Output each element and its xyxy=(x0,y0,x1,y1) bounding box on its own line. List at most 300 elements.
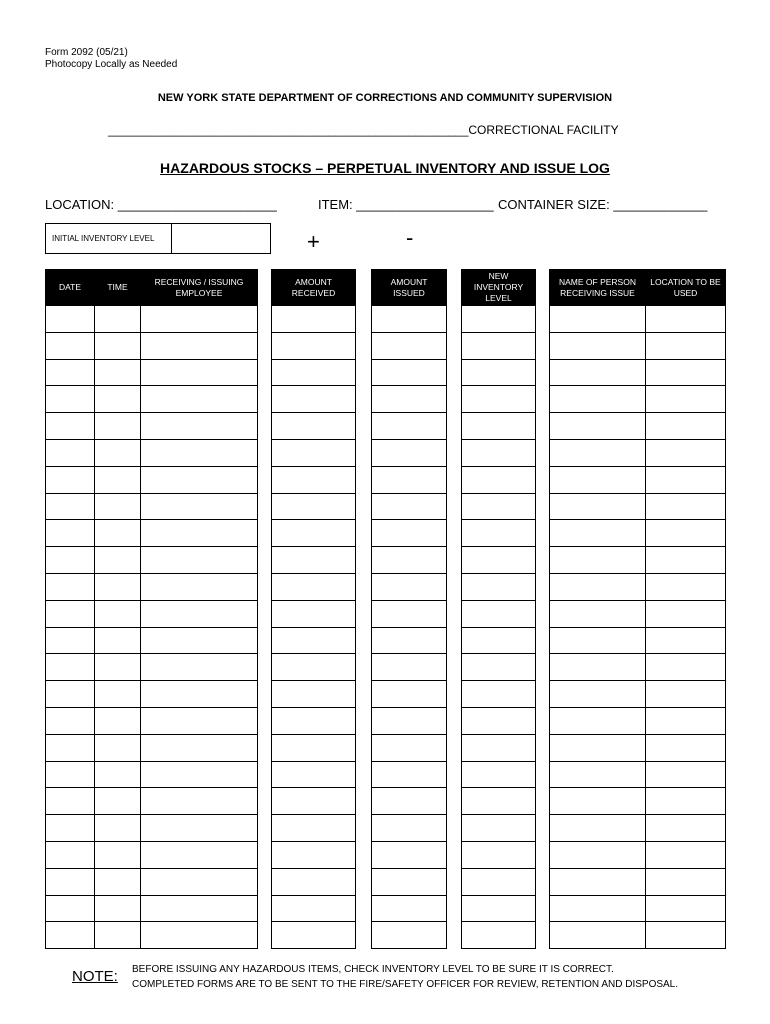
table-cell[interactable] xyxy=(550,654,646,681)
table-row xyxy=(372,734,447,761)
table-cell[interactable] xyxy=(372,413,447,440)
table-cell[interactable] xyxy=(95,386,141,413)
facility-blank[interactable]: ______________________________________________________ xyxy=(108,123,469,137)
table-row xyxy=(272,547,356,574)
table-cell[interactable] xyxy=(95,493,141,520)
photocopy-note: Photocopy Locally as Needed xyxy=(45,59,178,70)
table-cell[interactable] xyxy=(646,493,726,520)
table-cell[interactable] xyxy=(46,734,95,761)
table-cell[interactable] xyxy=(550,681,646,708)
table-cell[interactable] xyxy=(272,868,356,895)
table-row xyxy=(272,761,356,788)
table-cell[interactable] xyxy=(46,788,95,815)
table-cell[interactable] xyxy=(95,359,141,386)
log-table-new-level xyxy=(461,269,536,949)
table-cell[interactable] xyxy=(272,306,356,333)
table-cell[interactable] xyxy=(462,386,536,413)
table-row xyxy=(46,761,258,788)
table-cell[interactable] xyxy=(550,306,646,333)
table-cell[interactable] xyxy=(462,359,536,386)
table-row xyxy=(272,493,356,520)
table-cell[interactable] xyxy=(272,627,356,654)
table-cell[interactable] xyxy=(372,788,447,815)
table-cell[interactable] xyxy=(272,922,356,949)
table-row xyxy=(462,493,536,520)
table-row xyxy=(272,466,356,493)
table-cell[interactable] xyxy=(141,466,258,493)
table-row xyxy=(46,439,258,466)
table-row xyxy=(272,306,356,333)
log-table-right xyxy=(549,269,726,949)
table-cell[interactable] xyxy=(46,600,95,627)
table-cell[interactable] xyxy=(550,332,646,359)
table-cell[interactable] xyxy=(646,520,726,547)
table-row xyxy=(46,600,258,627)
col-header-employee: RECEIVING / ISSUING EMPLOYEE xyxy=(141,270,258,306)
table-row xyxy=(272,386,356,413)
table-cell[interactable] xyxy=(95,815,141,842)
table-cell[interactable] xyxy=(646,466,726,493)
table-row xyxy=(372,306,447,333)
table-cell[interactable] xyxy=(550,815,646,842)
table-cell[interactable] xyxy=(272,761,356,788)
table-cell[interactable] xyxy=(550,841,646,868)
table-cell[interactable] xyxy=(46,868,95,895)
table-row xyxy=(372,841,447,868)
table-row xyxy=(462,359,536,386)
table-cell[interactable] xyxy=(141,761,258,788)
note-label: NOTE: xyxy=(72,968,118,985)
table-row xyxy=(46,868,258,895)
table-cell[interactable] xyxy=(141,868,258,895)
table-cell[interactable] xyxy=(372,868,447,895)
table-cell[interactable] xyxy=(372,332,447,359)
table-cell[interactable] xyxy=(646,681,726,708)
table-cell[interactable] xyxy=(141,707,258,734)
table-cell[interactable] xyxy=(46,386,95,413)
table-cell[interactable] xyxy=(646,868,726,895)
table-cell[interactable] xyxy=(646,627,726,654)
table-cell[interactable] xyxy=(95,788,141,815)
table-cell[interactable] xyxy=(95,654,141,681)
note-line-1: BEFORE ISSUING ANY HAZARDOUS ITEMS, CHECK INVENTORY LEVEL TO BE SURE IT IS CORRECT. xyxy=(132,964,614,975)
table-row xyxy=(462,627,536,654)
table-cell[interactable] xyxy=(141,520,258,547)
table-cell[interactable] xyxy=(95,841,141,868)
table-row xyxy=(462,386,536,413)
table-cell[interactable] xyxy=(646,359,726,386)
location-label: LOCATION: xyxy=(45,197,115,212)
log-rows-received xyxy=(272,306,356,949)
table-cell[interactable] xyxy=(141,573,258,600)
table-row xyxy=(46,493,258,520)
table-cell[interactable] xyxy=(95,868,141,895)
table-cell[interactable] xyxy=(646,841,726,868)
table-cell[interactable] xyxy=(372,654,447,681)
table-cell[interactable] xyxy=(95,734,141,761)
table-cell[interactable] xyxy=(272,788,356,815)
table-cell[interactable] xyxy=(46,547,95,574)
table-row xyxy=(462,815,536,842)
table-row xyxy=(46,547,258,574)
table-cell[interactable] xyxy=(372,573,447,600)
table-cell[interactable] xyxy=(141,547,258,574)
table-cell[interactable] xyxy=(372,841,447,868)
table-cell[interactable] xyxy=(141,922,258,949)
table-cell[interactable] xyxy=(46,654,95,681)
table-row xyxy=(46,386,258,413)
table-cell[interactable] xyxy=(646,332,726,359)
table-row xyxy=(550,332,726,359)
table-cell[interactable] xyxy=(462,841,536,868)
table-cell[interactable] xyxy=(550,761,646,788)
table-cell[interactable] xyxy=(272,895,356,922)
table-cell[interactable] xyxy=(46,466,95,493)
table-row xyxy=(46,681,258,708)
table-cell[interactable] xyxy=(272,681,356,708)
table-cell[interactable] xyxy=(141,734,258,761)
table-cell[interactable] xyxy=(46,359,95,386)
table-cell[interactable] xyxy=(95,439,141,466)
table-cell[interactable] xyxy=(462,815,536,842)
log-table-issued xyxy=(371,269,447,949)
table-row xyxy=(550,413,726,440)
table-cell[interactable] xyxy=(272,466,356,493)
table-cell[interactable] xyxy=(462,761,536,788)
table-row xyxy=(550,573,726,600)
item-blank[interactable]: ___________________ xyxy=(356,197,494,212)
table-cell[interactable] xyxy=(372,359,447,386)
table-row xyxy=(372,439,447,466)
table-cell[interactable] xyxy=(372,547,447,574)
table-cell[interactable] xyxy=(550,573,646,600)
col-header-date: DATE xyxy=(46,270,95,306)
table-cell[interactable] xyxy=(550,466,646,493)
table-cell[interactable] xyxy=(550,922,646,949)
table-row xyxy=(372,493,447,520)
department-name: NEW YORK STATE DEPARTMENT OF CORRECTIONS AND COMMUNITY SUPERVISION xyxy=(157,92,613,104)
item-label: ITEM: xyxy=(318,197,353,212)
table-cell[interactable] xyxy=(646,895,726,922)
table-cell[interactable] xyxy=(462,922,536,949)
table-cell[interactable] xyxy=(141,600,258,627)
table-cell[interactable] xyxy=(141,895,258,922)
table-cell[interactable] xyxy=(95,332,141,359)
table-row xyxy=(462,841,536,868)
table-cell[interactable] xyxy=(462,332,536,359)
table-cell[interactable] xyxy=(141,788,258,815)
facility-line xyxy=(108,123,619,137)
table-cell[interactable] xyxy=(372,681,447,708)
facility-label: CORRECTIONAL FACILITY xyxy=(468,123,619,137)
table-cell[interactable] xyxy=(462,627,536,654)
table-cell[interactable] xyxy=(95,681,141,708)
table-cell[interactable] xyxy=(372,627,447,654)
table-row xyxy=(462,734,536,761)
table-cell[interactable] xyxy=(372,600,447,627)
table-cell[interactable] xyxy=(372,895,447,922)
table-row xyxy=(372,386,447,413)
table-cell[interactable] xyxy=(141,815,258,842)
table-cell[interactable] xyxy=(372,386,447,413)
table-cell[interactable] xyxy=(95,547,141,574)
table-cell[interactable] xyxy=(95,895,141,922)
table-cell[interactable] xyxy=(272,841,356,868)
table-cell[interactable] xyxy=(646,761,726,788)
table-cell[interactable] xyxy=(462,895,536,922)
table-cell[interactable] xyxy=(646,386,726,413)
table-cell[interactable] xyxy=(141,332,258,359)
table-cell[interactable] xyxy=(46,707,95,734)
table-cell[interactable] xyxy=(272,654,356,681)
table-cell[interactable] xyxy=(462,439,536,466)
table-cell[interactable] xyxy=(372,466,447,493)
table-cell[interactable] xyxy=(372,493,447,520)
table-cell[interactable] xyxy=(46,627,95,654)
table-cell[interactable] xyxy=(646,573,726,600)
table-row xyxy=(550,493,726,520)
table-cell[interactable] xyxy=(372,707,447,734)
table-cell[interactable] xyxy=(646,654,726,681)
table-cell[interactable] xyxy=(462,788,536,815)
table-cell[interactable] xyxy=(141,386,258,413)
table-cell[interactable] xyxy=(272,413,356,440)
table-row xyxy=(462,681,536,708)
table-row xyxy=(272,359,356,386)
table-row xyxy=(372,654,447,681)
table-row xyxy=(462,654,536,681)
table-cell[interactable] xyxy=(46,439,95,466)
table-row xyxy=(272,841,356,868)
table-row xyxy=(372,466,447,493)
table-cell[interactable] xyxy=(462,868,536,895)
table-cell[interactable] xyxy=(141,654,258,681)
table-cell[interactable] xyxy=(646,413,726,440)
table-cell[interactable] xyxy=(462,600,536,627)
table-row xyxy=(550,306,726,333)
table-cell[interactable] xyxy=(372,520,447,547)
table-row xyxy=(372,600,447,627)
table-cell[interactable] xyxy=(462,681,536,708)
table-cell[interactable] xyxy=(46,520,95,547)
table-cell[interactable] xyxy=(462,573,536,600)
table-cell[interactable] xyxy=(272,734,356,761)
table-cell[interactable] xyxy=(372,815,447,842)
table-row xyxy=(46,573,258,600)
table-cell[interactable] xyxy=(462,306,536,333)
table-cell[interactable] xyxy=(272,547,356,574)
table-cell[interactable] xyxy=(372,734,447,761)
table-cell[interactable] xyxy=(95,761,141,788)
table-row xyxy=(372,815,447,842)
table-cell[interactable] xyxy=(462,413,536,440)
table-cell[interactable] xyxy=(550,627,646,654)
table-cell[interactable] xyxy=(141,681,258,708)
table-cell[interactable] xyxy=(550,734,646,761)
table-cell[interactable] xyxy=(46,922,95,949)
table-cell[interactable] xyxy=(272,815,356,842)
log-rows-left xyxy=(46,306,258,949)
initial-inventory-input[interactable] xyxy=(171,223,271,254)
table-cell[interactable] xyxy=(646,922,726,949)
table-cell[interactable] xyxy=(462,654,536,681)
table-row xyxy=(462,895,536,922)
table-row xyxy=(272,573,356,600)
table-cell[interactable] xyxy=(46,493,95,520)
table-row xyxy=(272,815,356,842)
table-cell[interactable] xyxy=(646,600,726,627)
table-cell[interactable] xyxy=(141,439,258,466)
col-header-amount-issued: AMOUNT ISSUED xyxy=(372,270,447,306)
table-cell[interactable] xyxy=(141,359,258,386)
table-cell[interactable] xyxy=(646,788,726,815)
table-cell[interactable] xyxy=(550,788,646,815)
table-cell[interactable] xyxy=(646,707,726,734)
table-cell[interactable] xyxy=(46,681,95,708)
table-cell[interactable] xyxy=(141,841,258,868)
table-cell[interactable] xyxy=(46,413,95,440)
col-header-name-of-person: NAME OF PERSON RECEIVING ISSUE xyxy=(550,270,646,306)
page-title: HAZARDOUS STOCKS – PERPETUAL INVENTORY AND ISSUE LOG xyxy=(160,160,610,176)
table-row xyxy=(272,520,356,547)
col-header-time: TIME xyxy=(95,270,141,306)
table-cell[interactable] xyxy=(46,306,95,333)
table-row xyxy=(372,520,447,547)
col-header-location-to-be-used: LOCATION TO BE USED xyxy=(646,270,726,306)
table-row xyxy=(372,627,447,654)
table-cell[interactable] xyxy=(462,493,536,520)
table-cell[interactable] xyxy=(550,520,646,547)
table-row xyxy=(550,788,726,815)
table-row xyxy=(46,520,258,547)
location-blank[interactable]: ______________________ xyxy=(117,197,277,212)
table-row xyxy=(272,681,356,708)
table-row xyxy=(550,627,726,654)
table-row xyxy=(372,547,447,574)
table-cell[interactable] xyxy=(95,306,141,333)
table-row xyxy=(272,707,356,734)
table-row xyxy=(272,413,356,440)
table-cell[interactable] xyxy=(272,520,356,547)
table-cell[interactable] xyxy=(550,386,646,413)
table-cell[interactable] xyxy=(272,359,356,386)
table-row xyxy=(462,868,536,895)
item-field xyxy=(318,197,494,212)
log-rows-issued xyxy=(372,306,447,949)
table-row xyxy=(550,386,726,413)
table-row xyxy=(272,627,356,654)
table-row xyxy=(46,359,258,386)
table-cell[interactable] xyxy=(462,466,536,493)
table-cell[interactable] xyxy=(95,413,141,440)
table-cell[interactable] xyxy=(550,868,646,895)
table-row xyxy=(462,573,536,600)
table-cell[interactable] xyxy=(272,573,356,600)
table-cell[interactable] xyxy=(272,707,356,734)
table-row xyxy=(272,868,356,895)
table-cell[interactable] xyxy=(272,332,356,359)
table-cell[interactable] xyxy=(95,922,141,949)
table-cell[interactable] xyxy=(550,895,646,922)
table-cell[interactable] xyxy=(46,573,95,600)
table-cell[interactable] xyxy=(462,734,536,761)
table-row xyxy=(550,681,726,708)
table-row xyxy=(46,895,258,922)
table-cell[interactable] xyxy=(646,439,726,466)
table-cell[interactable] xyxy=(550,359,646,386)
table-row xyxy=(372,332,447,359)
table-cell[interactable] xyxy=(462,520,536,547)
table-cell[interactable] xyxy=(462,547,536,574)
table-cell[interactable] xyxy=(141,306,258,333)
table-row xyxy=(46,332,258,359)
table-cell[interactable] xyxy=(46,841,95,868)
container-size-blank[interactable]: _____________ xyxy=(613,197,708,212)
table-cell[interactable] xyxy=(372,922,447,949)
table-cell[interactable] xyxy=(646,734,726,761)
table-row xyxy=(272,654,356,681)
table-cell[interactable] xyxy=(95,466,141,493)
table-cell[interactable] xyxy=(646,306,726,333)
table-row xyxy=(550,359,726,386)
table-cell[interactable] xyxy=(46,815,95,842)
table-cell[interactable] xyxy=(272,600,356,627)
table-row xyxy=(550,654,726,681)
table-row xyxy=(550,520,726,547)
table-cell[interactable] xyxy=(646,547,726,574)
table-cell[interactable] xyxy=(372,439,447,466)
table-row xyxy=(462,439,536,466)
table-cell[interactable] xyxy=(95,520,141,547)
table-cell[interactable] xyxy=(550,547,646,574)
table-row xyxy=(46,815,258,842)
table-cell[interactable] xyxy=(372,306,447,333)
table-cell[interactable] xyxy=(141,413,258,440)
table-row xyxy=(550,439,726,466)
table-row xyxy=(550,707,726,734)
table-cell[interactable] xyxy=(46,332,95,359)
table-row xyxy=(46,707,258,734)
table-cell[interactable] xyxy=(46,895,95,922)
table-cell[interactable] xyxy=(141,627,258,654)
table-cell[interactable] xyxy=(462,707,536,734)
table-row xyxy=(550,868,726,895)
table-cell[interactable] xyxy=(372,761,447,788)
table-cell[interactable] xyxy=(550,439,646,466)
table-row xyxy=(46,413,258,440)
table-cell[interactable] xyxy=(141,493,258,520)
table-row xyxy=(462,707,536,734)
table-cell[interactable] xyxy=(550,413,646,440)
table-cell[interactable] xyxy=(95,600,141,627)
table-cell[interactable] xyxy=(95,573,141,600)
table-cell[interactable] xyxy=(272,439,356,466)
table-row xyxy=(372,681,447,708)
table-cell[interactable] xyxy=(95,627,141,654)
table-row xyxy=(272,600,356,627)
table-cell[interactable] xyxy=(272,493,356,520)
table-cell[interactable] xyxy=(550,493,646,520)
table-cell[interactable] xyxy=(550,707,646,734)
table-cell[interactable] xyxy=(272,386,356,413)
col-header-amount-received: AMOUNT RECEIVED xyxy=(272,270,356,306)
table-cell[interactable] xyxy=(95,707,141,734)
table-cell[interactable] xyxy=(550,600,646,627)
table-cell[interactable] xyxy=(46,761,95,788)
table-row xyxy=(272,734,356,761)
table-row xyxy=(372,868,447,895)
table-cell[interactable] xyxy=(646,815,726,842)
